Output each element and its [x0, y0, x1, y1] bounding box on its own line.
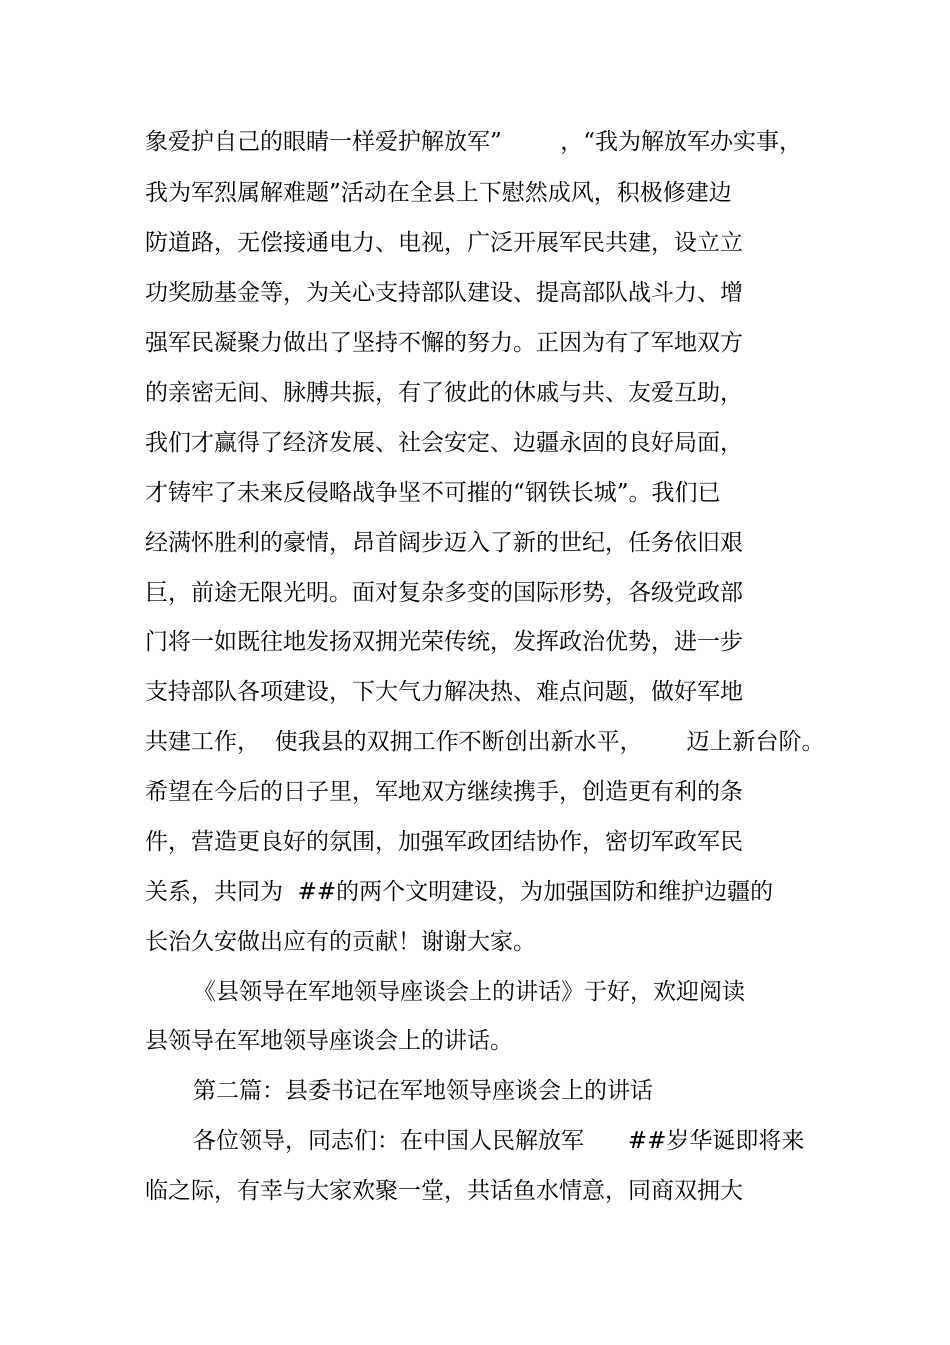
text-line: 经满怀胜利的豪情，昂首阔步迈入了新的世纪，任务依旧艰	[145, 530, 743, 556]
text-line: 强军民凝聚力做出了坚持不懈的努力。正因为有了军地双方	[145, 330, 743, 356]
text-line: 件，营造更良好的氛围，加强军政团结协作，密切军政军民	[145, 829, 743, 855]
text-line: 我为军烈属解难题”活动在全县上下慰然成风，积极修建边	[145, 180, 732, 206]
text-line: 长治久安做出应有的贡献！谢谢大家。	[145, 929, 536, 955]
text-line: 临之际，有幸与大家欢聚一堂，共话鱼水情意，同商双拥大	[145, 1178, 743, 1204]
text-line: 共建工作， 使我县的双拥工作不断创出新水平， 迈上新台阶。	[145, 729, 825, 755]
text-line: 象爱护自己的眼睛一样爱护解放军” ，“我为解放军办实事，	[145, 129, 803, 155]
text-line: 县领导在军地领导座谈会上的讲话。	[145, 1028, 513, 1054]
text-line: 关系，共同为 ##的两个文明建设，为加强国防和维护边疆的	[145, 879, 774, 905]
text-line: 希望在今后的日子里，军地双方继续携手，创造更有利的条	[145, 779, 743, 805]
text-line: 我们才赢得了经济发展、社会安定、边疆永固的良好局面，	[145, 430, 743, 456]
text-line: 防道路，无偿接通电力、电视，广泛开展军民共建，设立立	[145, 230, 743, 256]
text-line: 才铸牢了未来反侵略战争坚不可摧的“钢铁长城”。我们已	[145, 480, 721, 506]
text-line: 《县领导在军地领导座谈会上的讲话》于好，欢迎阅读	[193, 979, 745, 1005]
text-line: 支持部队各项建设，下大气力解决热、难点问题，做好军地	[145, 679, 743, 705]
section-heading: 第二篇：县委书记在军地领导座谈会上的讲话	[193, 1078, 653, 1104]
text-line: 各位领导，同志们：在中国人民解放军 ##岁华诞即将来	[193, 1128, 805, 1154]
text-line: 巨，前途无限光明。面对复杂多变的国际形势，各级党政部	[145, 580, 743, 606]
text-line: 的亲密无间、脉膊共振，有了彼此的休戚与共、友爱互助，	[145, 380, 743, 406]
text-line: 功奖励基金等，为关心支持部队建设、提高部队战斗力、增	[145, 280, 743, 306]
text-line: 门将一如既往地发扬双拥光荣传统，发挥政治优势，进一步	[145, 629, 743, 655]
